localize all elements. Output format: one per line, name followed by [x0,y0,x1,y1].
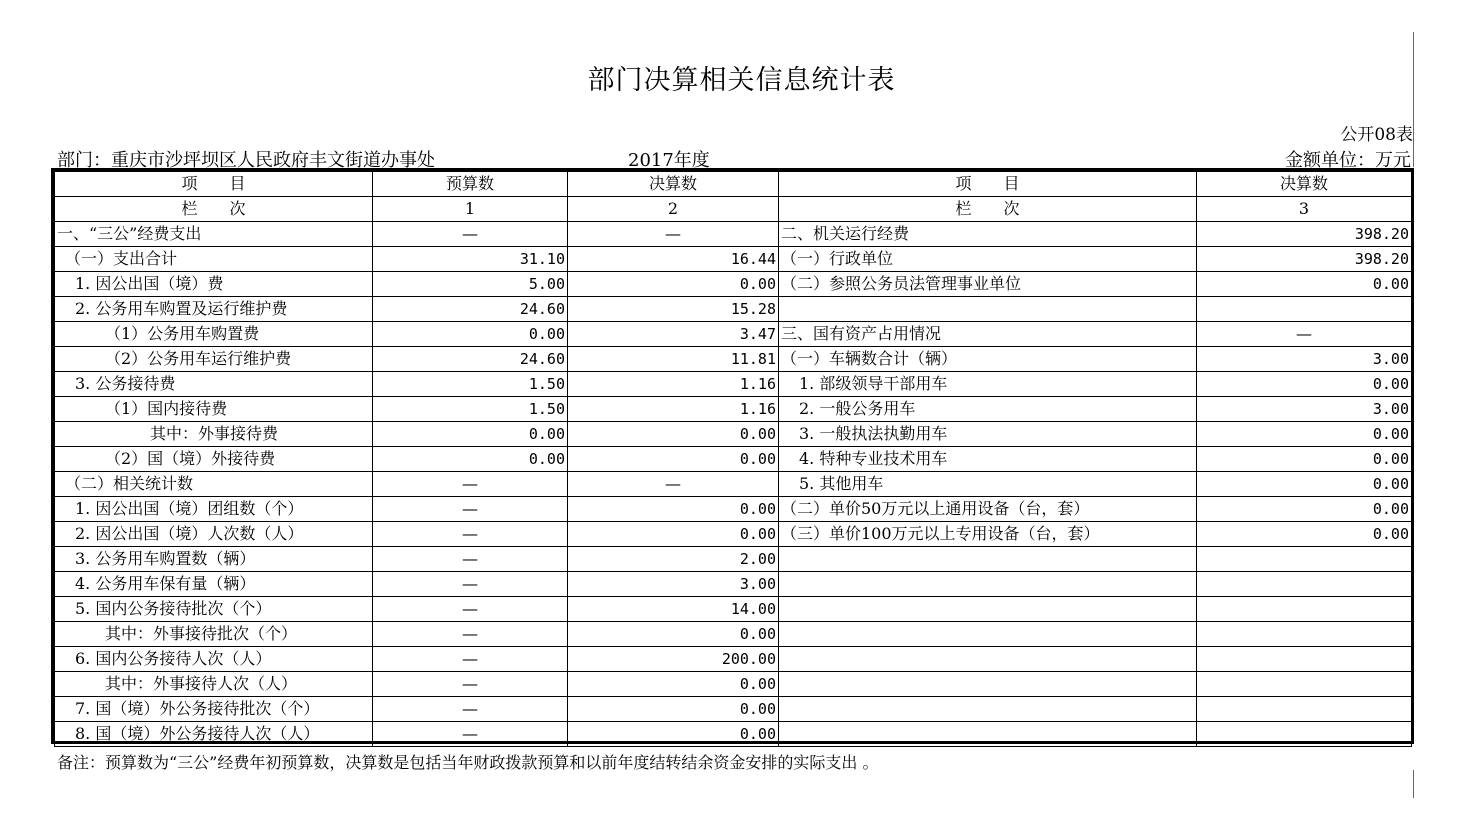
budget-cell: — [373,472,568,497]
final-cell: 0.00 [568,672,779,697]
final-cell: 16.44 [568,247,779,272]
left-item-cell: 其中：外事接待人次（人） [55,672,373,697]
table-row [55,697,1412,722]
left-item-cell: 其中：外事接待费 [55,422,373,447]
right-item-cell: （一）车辆数合计（辆） [779,347,1197,372]
left-item-cell: 一、“三公”经费支出 [55,222,373,247]
right-item-cell [779,547,1197,572]
header-item-right: 项 目 [779,172,1197,197]
right-item-cell [779,722,1197,747]
final-cell: 0.00 [568,622,779,647]
budget-cell: 0.00 [373,422,568,447]
table-row [55,397,1412,422]
left-item-cell: 8. 国（境）外公务接待人次（人） [55,722,373,747]
final-cell: 0.00 [568,497,779,522]
right-value-cell: 3.00 [1197,397,1412,422]
table-row [55,322,1412,347]
budget-cell: 0.00 [373,322,568,347]
left-item-cell: 其中：外事接待批次（个） [55,622,373,647]
table-row [55,347,1412,372]
column-2: 2 [568,197,779,222]
right-value-cell [1197,622,1412,647]
budget-cell: — [373,697,568,722]
table-row [55,472,1412,497]
right-item-cell [779,622,1197,647]
table-row [55,422,1412,447]
right-value-cell: 0.00 [1197,422,1412,447]
left-item-cell: （一）支出合计 [55,247,373,272]
right-value-cell: 398.20 [1197,222,1412,247]
right-item-cell [779,597,1197,622]
form-number: 公开08表 [1340,125,1413,145]
budget-cell: — [373,622,568,647]
right-value-cell: 0.00 [1197,272,1412,297]
budget-cell: 31.10 [373,247,568,272]
table-row [55,672,1412,697]
final-cell: 0.00 [568,722,779,747]
budget-cell: — [373,722,568,747]
table-row [55,372,1412,397]
budget-cell: — [373,222,568,247]
budget-cell: 1.50 [373,397,568,422]
table-row [55,222,1412,247]
budget-cell: — [373,672,568,697]
final-cell: 0.00 [568,697,779,722]
final-cell: 1.16 [568,397,779,422]
table-row [55,547,1412,572]
header-item: 项 目 [55,172,373,197]
table-row [55,722,1412,747]
right-item-cell: 1. 部级领导干部用车 [779,372,1197,397]
header-final-right: 决算数 [1197,172,1412,197]
left-item-cell: （1）公务用车购置费 [55,322,373,347]
final-cell: 3.00 [568,572,779,597]
right-item-cell: （二）单价50万元以上通用设备（台，套） [779,497,1197,522]
column-number-row [55,197,1412,222]
final-cell: 1.16 [568,372,779,397]
left-item-cell: 3. 公务用车购置数（辆） [55,547,373,572]
right-value-cell [1197,647,1412,672]
table-row [55,247,1412,272]
fiscal-year: 2017年度 [628,150,710,171]
budget-cell: 5.00 [373,272,568,297]
right-item-cell: 4. 特种专业技术用车 [779,447,1197,472]
left-item-cell: 2. 因公出国（境）人次数（人） [55,522,373,547]
left-item-cell: （2）公务用车运行维护费 [55,347,373,372]
final-cell: 3.47 [568,322,779,347]
right-value-cell: 0.00 [1197,472,1412,497]
column-label: 栏 次 [55,197,373,222]
header-row [55,172,1412,197]
table-row [55,297,1412,322]
amount-unit: 金额单位：万元 [1285,150,1411,171]
table-row [55,597,1412,622]
final-cell: 0.00 [568,447,779,472]
final-cell: — [568,472,779,497]
right-value-cell: 0.00 [1197,522,1412,547]
left-item-cell: （2）国（境）外接待费 [55,447,373,472]
right-item-cell: （三）单价100万元以上专用设备（台，套） [779,522,1197,547]
budget-cell: 24.60 [373,297,568,322]
right-value-cell: — [1197,322,1412,347]
right-item-cell [779,647,1197,672]
final-cell: — [568,222,779,247]
header-final: 决算数 [568,172,779,197]
final-cell: 0.00 [568,522,779,547]
budget-cell: 24.60 [373,347,568,372]
right-item-cell: （二）参照公务员法管理事业单位 [779,272,1197,297]
left-item-cell: （1）国内接待费 [55,397,373,422]
department-label: 部门：重庆市沙坪坝区人民政府丰文街道办事处 [57,150,435,171]
page-edge-line-top [1413,32,1414,167]
right-item-cell [779,672,1197,697]
table-row [55,572,1412,597]
right-item-cell: 三、国有资产占用情况 [779,322,1197,347]
right-item-cell [779,697,1197,722]
left-item-cell: 4. 公务用车保有量（辆） [55,572,373,597]
left-item-cell: 3. 公务接待费 [55,372,373,397]
final-cell: 2.00 [568,547,779,572]
right-value-cell [1197,297,1412,322]
right-item-cell: 二、机关运行经费 [779,222,1197,247]
left-item-cell: 1. 因公出国（境）团组数（个） [55,497,373,522]
table-row [55,272,1412,297]
column-label-right: 栏 次 [779,197,1197,222]
right-item-cell: 2. 一般公务用车 [779,397,1197,422]
table-row [55,447,1412,472]
left-item-cell: 7. 国（境）外公务接待批次（个） [55,697,373,722]
final-cell: 14.00 [568,597,779,622]
budget-cell: — [373,572,568,597]
budget-cell: — [373,647,568,672]
left-item-cell: 2. 公务用车购置及运行维护费 [55,297,373,322]
left-item-cell: 1. 因公出国（境）费 [55,272,373,297]
right-item-cell [779,572,1197,597]
right-item-cell [779,297,1197,322]
budget-cell: 0.00 [373,447,568,472]
final-cell: 0.00 [568,422,779,447]
table-row [55,522,1412,547]
right-item-cell: 3. 一般执法执勤用车 [779,422,1197,447]
page-title: 部门决算相关信息统计表 [587,65,896,96]
final-cell: 0.00 [568,272,779,297]
left-item-cell: 5. 国内公务接待批次（个） [55,597,373,622]
header-budget: 预算数 [373,172,568,197]
right-value-cell: 0.00 [1197,372,1412,397]
page-edge-line-bottom [1413,770,1414,798]
left-item-cell: （二）相关统计数 [55,472,373,497]
footnote: 备注：预算数为“三公”经费年初预算数，决算数是包括当年财政拨款预算和以前年度结转结余资金安排的实际支出 。 [57,753,879,772]
right-item-cell: （一）行政单位 [779,247,1197,272]
table-row [55,647,1412,672]
budget-cell: 1.50 [373,372,568,397]
right-value-cell [1197,722,1412,747]
right-value-cell: 398.20 [1197,247,1412,272]
budget-cell: — [373,522,568,547]
table-row [55,497,1412,522]
budget-cell: — [373,597,568,622]
right-value-cell [1197,547,1412,572]
final-cell: 200.00 [568,647,779,672]
right-value-cell: 0.00 [1197,447,1412,472]
budget-cell: — [373,547,568,572]
left-item-cell: 6. 国内公务接待人次（人） [55,647,373,672]
right-value-cell: 3.00 [1197,347,1412,372]
right-value-cell [1197,672,1412,697]
right-value-cell: 0.00 [1197,497,1412,522]
final-cell: 15.28 [568,297,779,322]
final-cell: 11.81 [568,347,779,372]
column-1: 1 [373,197,568,222]
budget-cell: — [373,497,568,522]
statistics-table [54,171,1412,747]
right-value-cell [1197,697,1412,722]
right-item-cell: 5. 其他用车 [779,472,1197,497]
statistics-table-frame [51,168,1414,744]
right-value-cell [1197,597,1412,622]
right-value-cell [1197,572,1412,597]
table-row [55,622,1412,647]
column-3: 3 [1197,197,1412,222]
